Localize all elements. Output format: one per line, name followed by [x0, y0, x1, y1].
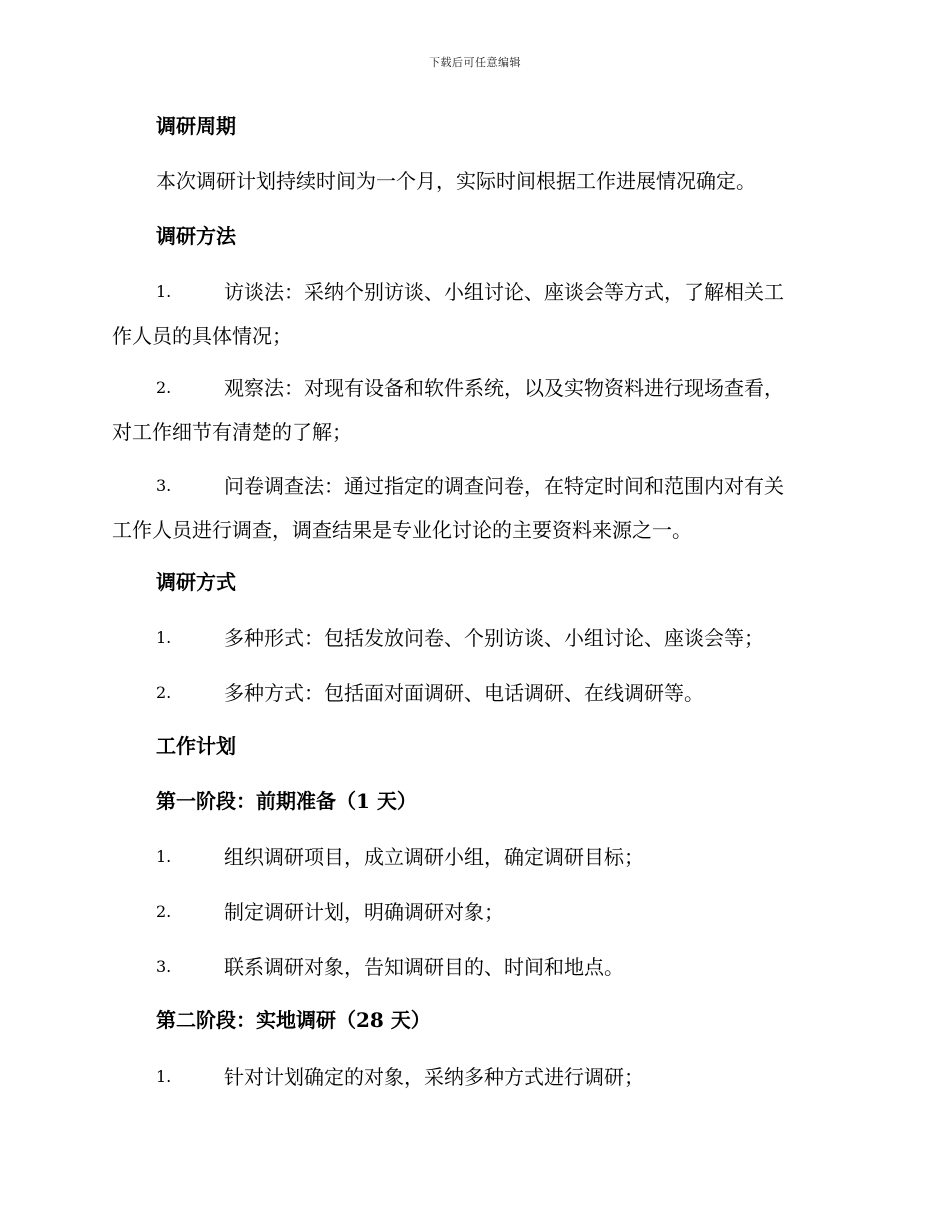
list-text: 制定调研计划，明确调研对象； — [224, 900, 504, 924]
list-number: 2. — [156, 902, 172, 921]
list-number: 3. — [156, 476, 172, 495]
list-item — [112, 270, 834, 358]
list-text-continued: 工作人员进行调查，调查结果是专业化讨论的主要资料来源之一。 — [112, 518, 692, 542]
cycle-paragraph: 本次调研计划持续时间为一个月，实际时间根据工作进展情况确定。 — [156, 169, 756, 193]
list-text-continued: 对工作细节有清楚的了解； — [112, 420, 352, 444]
phase2-heading: 第二阶段：实地调研（28 天） — [156, 1008, 431, 1032]
list-number: 1. — [156, 847, 172, 866]
list-text: 针对计划确定的对象，采纳多种方式进行调研； — [224, 1065, 644, 1089]
list-item — [112, 1055, 834, 1099]
list-item — [112, 671, 834, 715]
list-number: 2. — [156, 683, 172, 702]
list-text: 多种方式：包括面对面调研、电话调研、在线调研等。 — [224, 681, 704, 705]
header-note: 下载后可任意编辑 — [429, 56, 521, 69]
list-item — [112, 835, 834, 879]
list-item — [112, 366, 834, 454]
list-number: 1. — [156, 628, 172, 647]
list-item — [112, 945, 834, 989]
list-number: 1. — [156, 282, 172, 301]
list-text: 联系调研对象，告知调研目的、时间和地点。 — [224, 955, 624, 979]
list-text: 观察法：对现有设备和软件系统，以及实物资料进行现场查看， — [224, 376, 784, 400]
section-heading-plan: 工作计划 — [156, 734, 236, 758]
list-item — [112, 616, 834, 660]
list-text-continued: 作人员的具体情况； — [112, 324, 292, 348]
list-number: 1. — [156, 1067, 172, 1086]
section-heading-method: 调研方法 — [156, 224, 236, 248]
list-text: 访谈法：采纳个别访谈、小组讨论、座谈会等方式，了解相关工 — [224, 280, 784, 304]
list-number: 3. — [156, 957, 172, 976]
list-item — [112, 890, 834, 934]
list-number: 2. — [156, 378, 172, 397]
section-heading-mode: 调研方式 — [156, 570, 236, 594]
list-text: 多种形式：包括发放问卷、个别访谈、小组讨论、座谈会等； — [224, 626, 764, 650]
list-item — [112, 464, 834, 552]
list-text: 组织调研项目，成立调研小组，确定调研目标； — [224, 845, 644, 869]
list-text: 问卷调查法：通过指定的调查问卷，在特定时间和范围内对有关 — [224, 474, 784, 498]
section-heading-cycle: 调研周期 — [156, 114, 236, 138]
phase1-heading: 第一阶段：前期准备（1 天） — [156, 789, 417, 813]
